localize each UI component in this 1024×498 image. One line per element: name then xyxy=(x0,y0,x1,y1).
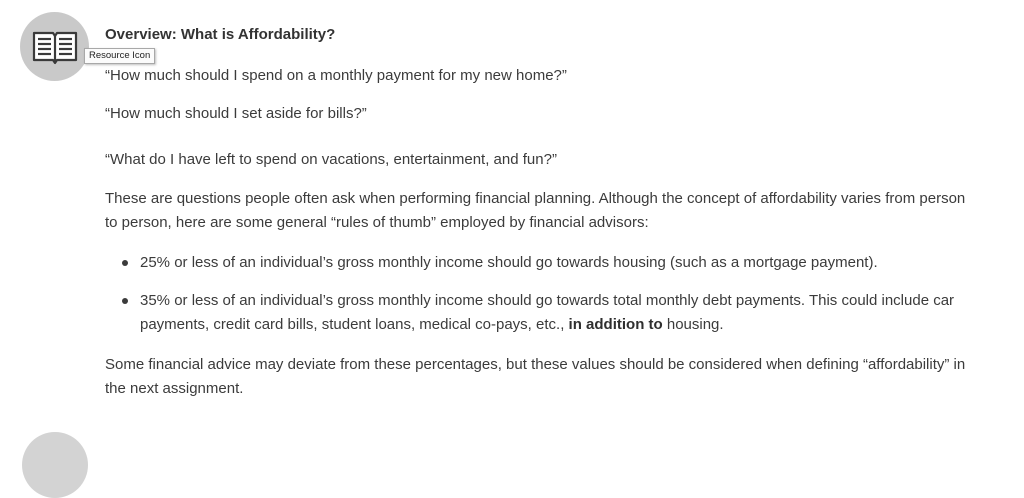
list-item-text-end: housing. xyxy=(662,316,724,333)
question-text: “How much should I spend on a monthly payment for my new home?” xyxy=(105,67,567,84)
intro-paragraph: These are questions people often ask when performing financial planning. Although the concept of affordability varies from person to person, here are some general “rules of thumb” employed by financial advisors: xyxy=(105,190,966,231)
bullet-icon xyxy=(122,298,128,304)
resource-avatar xyxy=(20,12,89,81)
closing-paragraph: Some financial advice may deviate from these percentages, but these values should be considered when defining “affordability” in the next assignment. xyxy=(105,356,966,397)
list-item-text: 35% or less of an individual’s gross monthly income should go towards total monthly debt payments. This could include car payments, credit card bills, student loans, medical co-pays, etc., xyxy=(140,292,955,333)
question-text: “What do I have left to spend on vacations, entertainment, and fun?” xyxy=(105,151,557,168)
question-text: “How much should I set aside for bills?” xyxy=(105,105,367,122)
emphasis-text: in addition to xyxy=(568,316,663,333)
rules-of-thumb-list xyxy=(105,251,995,337)
list-item-text: 25% or less of an individual’s gross monthly income should go towards housing (such as a mortgage payment). xyxy=(140,254,878,271)
bullet-icon xyxy=(122,260,128,266)
list-item xyxy=(105,289,995,337)
resource-icon-tooltip: Resource Icon xyxy=(84,48,155,64)
book-icon xyxy=(30,27,80,67)
section-title: Overview: What is Affordability? xyxy=(105,26,336,43)
list-item xyxy=(105,251,995,275)
